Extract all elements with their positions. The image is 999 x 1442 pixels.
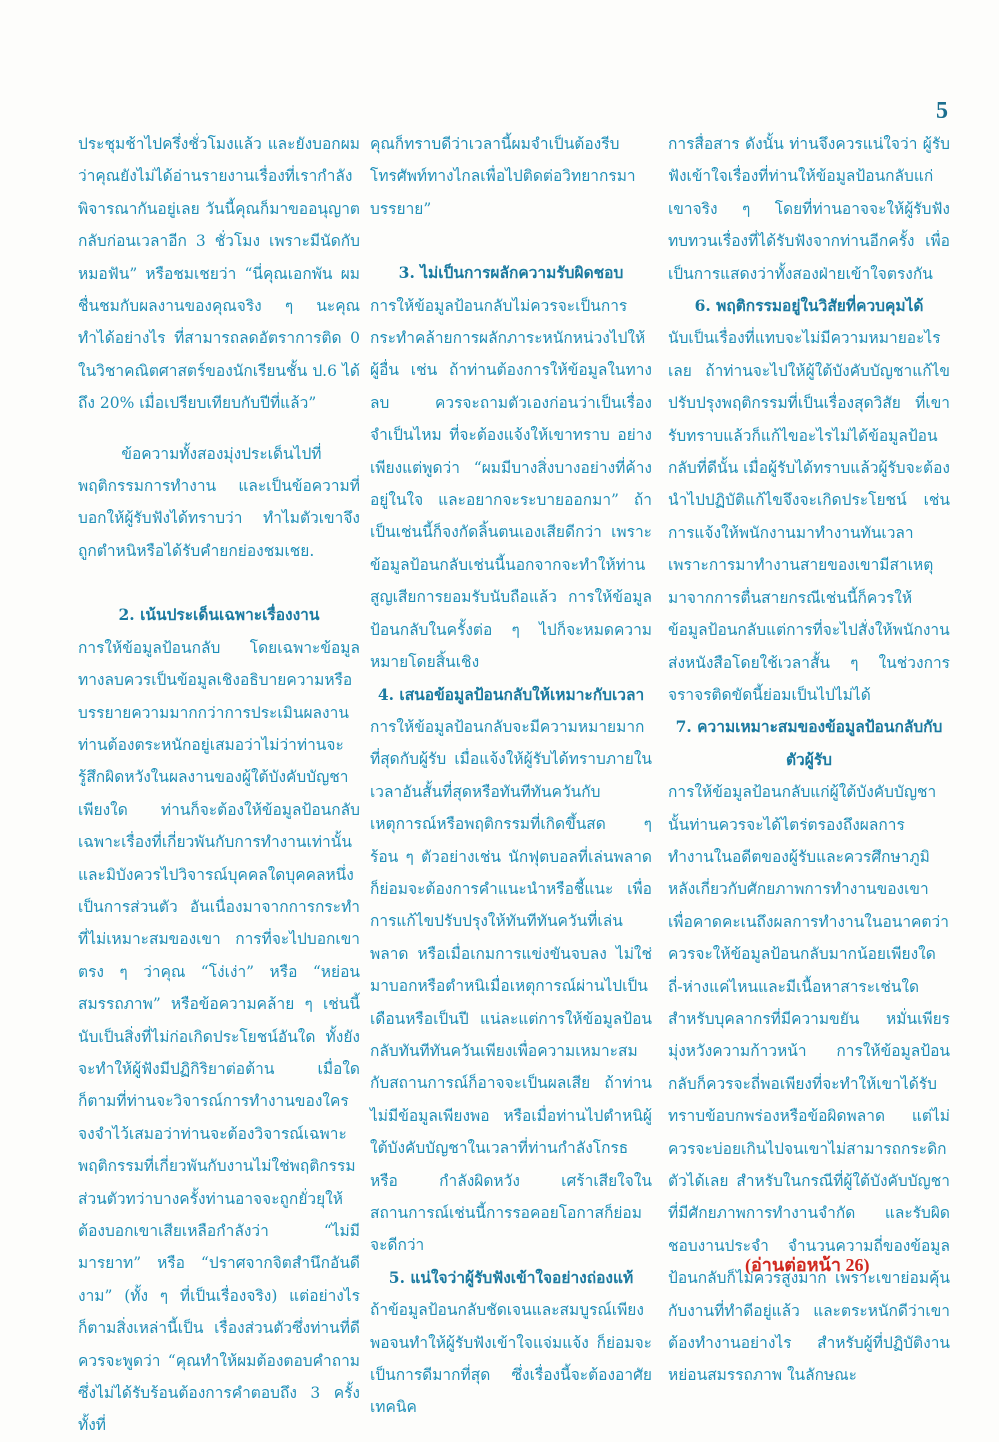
paragraph: การสื่อสาร ดังนั้น ท่านจึงควรแน่ใจว่า ผู้รับฟังเข้าใจเรื่องที่ท่านให้ข้อมูลป้อนกลับแก่เขาจริง ๆ โดยที่ท่านอาจจะให้ผู้รับฟังทบทวนเรื่องที่ได้รับฟังจากท่านอีกครั้ง เพื่อเป็นการแสดงว่าทั้งสองฝ่ายเข้าใจตรงกัน xyxy=(668,135,950,283)
text-column-3 xyxy=(668,128,950,1392)
paragraph: ประชุมช้าไปครึ่งชั่วโมงแล้ว และยังบอกผมว่าคุณยังไม่ได้อ่านรายงานเรื่องที่เรากำลังพิจารณากันอยู่เลย วันนี้คุณก็มาขออนุญาตกลับก่อนเวลาอีก 3 ชั่วโมง เพราะมีนัดกับหมอฟัน” หรือชมเชยว่า “นี่คุณเอกพัน ผมชื่นชมกับผลงานของคุณจริง ๆ นะคุณทำได้อย่างไร ที่สามารถลดอัตราการติด 0 ในวิชาคณิตศาสตร์ของนักเรียนชั้น ป.6 ได้ถึง 20% เมื่อเปรียบเทียบกับปีที่แล้ว” xyxy=(78,135,360,413)
text-column-1 xyxy=(78,128,360,1442)
paragraph: การให้ข้อมูลป้อนกลับจะมีความหมายมากที่สุดกับผู้รับ เมื่อแจ้งให้ผู้รับได้ทราบภายในเวลาอันสั้นที่สุดหรือทันทีทันควันกับเหตุการณ์หรือพฤติกรรมที่เกิดขึ้นสด ๆ ร้อน ๆ ตัวอย่างเช่น นักฟุตบอลที่เล่นพลาด ก็ย่อมจะต้องการคำแนะนำหรือชี้แนะ เพื่อการแก้ไขปรับปรุงให้ทันทีทันควันที่เล่นพลาด หรือเมื่อเกมการแข่งขันจบลง ไม่ใช่มาบอกหรือตำหนิเมื่อเหตุการณ์ผ่านไปเป็นเดือนหรือเป็นปี แน่ละแต่การให้ข้อมูลป้อนกลับทันทีทันควันเพียงเพื่อความเหมาะสมกับสถานการณ์ก็อาจจะเป็นผลเสีย ถ้าท่านไม่มีข้อมูลเพียงพอ หรือเมื่อท่านไปตำหนิผู้ใต้บังคับบัญชาในเวลาที่ท่านกำลังโกรธ หรือ กำลังผิดหวัง เศร้าเสียใจในสถานการณ์เช่นนี้การรอคอยโอกาสก็ย่อมจะดีกว่า xyxy=(370,717,652,1255)
paragraph: ข้อความทั้งสองมุ่งประเด็นไปที่พฤติกรรมการทำงาน และเป็นข้อความที่บอกให้ผู้รับฟังได้ทราบว่า ทำไมตัวเขาจึงถูกตำหนิหรือได้รับคำยกย่องชมเชย. xyxy=(78,444,360,560)
page-number: 5 xyxy=(936,98,948,124)
section-heading-4: 4. เสนอข้อมูลป้อนกลับให้เหมาะกับเวลา xyxy=(377,684,645,704)
section-heading-2: 2. เน้นประเด็นเฉพาะเรื่องงาน xyxy=(118,605,320,625)
paragraph: ถ้าข้อมูลป้อนกลับชัดเจนและสมบูรณ์เพียงพอจนทำให้ผู้รับฟังเข้าใจแจ่มแจ้ง ก็ย่อมจะเป็นการดีมากที่สุด ซึ่งเรื่องนี้จะต้องอาศัยเทคนิค xyxy=(370,1301,652,1417)
section-heading-3: 3. ไม่เป็นการผลักความรับผิดชอบ xyxy=(398,263,624,283)
paragraph: นับเป็นเรื่องที่แทบจะไม่มีความหมายอะไรเลย ถ้าท่านจะไปให้ผู้ใต้บังคับบัญชาแก้ไขปรับปรุงพฤติกรรมที่เป็นเรื่องสุดวิสัย ที่เขารับทราบแล้วก็แก้ไขอะไรไม่ได้ข้อมูลป้อนกลับที่ดีนั้น เมื่อผู้รับได้ทราบแล้วผู้รับจะต้องนำไปปฏิบัติแก้ไขจึงจะเกิดประโยชน์ เช่น การแจ้งให้พนักงานมาทำงานทันเวลา เพราะการมาทำงานสายของเขามีสาเหตุมาจากการตื่นสายกรณีเช่นนี้ก็ควรให้ข้อมูลป้อนกลับแต่การที่จะไปสั่งให้พนักงานส่งหนังสือโดยใช้เวลาสั้น ๆ ในช่วงการจราจรติดขัดนี้ย่อมเป็นไปไม่ได้ xyxy=(668,329,950,704)
paragraph: การให้ข้อมูลป้อนกลับไม่ควรจะเป็นการกระทำคล้ายการผลักภาระหนักหน่วงไปให้ผู้อื่น เช่น ถ้าท่านต้องการให้ข้อมูลในทางลบ ควรจะถามตัวเองก่อนว่าเป็นเรื่องจำเป็นไหม ที่จะต้องแจ้งให้เขาทราบ อย่างเพียงแต่พูดว่า “ผมมีบางสิ่งบางอย่างที่ค้างอยู่ในใจ และอยากจะระบายออกมา” ถ้าเป็นเช่นนี้ก็จงกัดลิ้นตนเองเสียดีกว่า เพราะข้อมูลป้อนกลับเช่นนี้นอกจากจะทำให้ท่านสูญเสียการยอมรับนับถือแล้ว การให้ข้อมูลป้อนกลับในครั้งต่อ ๆ ไปก็จะหมดความหมายโดยสิ้นเชิง xyxy=(370,296,652,672)
continued-on-page-note: (อ่านต่อหน้า 26) xyxy=(745,1255,870,1275)
paragraph: คุณก็ทราบดีว่าเวลานี้ผมจำเป็นต้องรีบโทรศัพท์ทางไกลเพื่อไปติดต่อวิทยากรมาบรรยาย” xyxy=(370,135,636,218)
section-heading-6: 6. พฤติกรรมอยู่ในวิสัยที่ควบคุมได้ xyxy=(694,296,924,316)
text-column-2 xyxy=(370,128,652,1424)
section-heading-7: 7. ความเหมาะสมของข้อมูลป้อนกลับกับตัวผู้รับ xyxy=(675,717,943,769)
paragraph: การให้ข้อมูลป้อนกลับแก่ผู้ใต้บังคับบัญชานั้นท่านควรจะได้ไตร่ตรองถึงผลการทำงานในอดีตของผู้รับและควรศึกษาภูมิหลังเกี่ยวกับศักยภาพการทำงานของเขาเพื่อคาดคะเนถึงผลการทำงานในอนาคตว่าควรจะให้ข้อมูลป้อนกลับมากน้อยเพียงใด ถี่-ห่างแค่ไหนและมีเนื้อหาสาระเช่นใด สำหรับบุคลากรที่มีความขยัน หมั่นเพียร มุ่งหวังความก้าวหน้า การให้ข้อมูลป้อนกลับก็ควรจะถี่พอเพียงที่จะทำให้เขาได้รับทราบข้อบกพร่องหรือข้อผิดพลาด แต่ไม่ควรจะบ่อยเกินไปจนเขาไม่สามารถกระดิกตัวได้เลย สำหรับในกรณีที่ผู้ใต้บังคับบัญชาที่มีศักยภาพการทำงานจำกัด และรับผิดชอบงานประจำ จำนวนความถี่ของข้อมูลป้อนกลับก็ไม่ควรสูงมาก เพราะเขาย่อมคุ้นกับงานที่ทำดีอยู่แล้ว และตระหนักดีว่าเขาต้องทำงานอย่างไร สำหรับผู้ที่ปฏิบัติงานหย่อนสมรรถภาพ ในลักษณะ xyxy=(668,783,950,1385)
section-heading-5: 5. แน่ใจว่าผู้รับฟังเข้าใจอย่างถ่องแท้ xyxy=(388,1267,634,1287)
paragraph: การให้ข้อมูลป้อนกลับ โดยเฉพาะข้อมูลทางลบควรเป็นข้อมูลเชิงอธิบายความหรือบรรยายความมากกว่าการประเมินผลงาน ท่านต้องตระหนักอยู่เสมอว่าไม่ว่าท่านจะรู้สึกผิดหวังในผลงานของผู้ใต้บังคับบัญชาเพียงใด ท่านก็จะต้องให้ข้อมูลป้อนกลับเฉพาะเรื่องที่เกี่ยวพันกับการทำงานเท่านั้น และมิบังควรไปวิจารณ์บุคคลใดบุคคลหนึ่งเป็นการส่วนตัว อันเนื่องมาจากการกระทำที่ไม่เหมาะสมของเขา การที่จะไปบอกเขาตรง ๆ ว่าคุณ “โง่เง่า” หรือ “หย่อนสมรรถภาพ” หรือข้อความคล้าย ๆ เช่นนี้ นับเป็นสิ่งที่ไม่ก่อเกิดประโยชน์อันใด ทั้งยังจะทำให้ผู้ฟังมีปฏิกิริยาต่อต้าน เมื่อใดก็ตามที่ท่านจะวิจารณ์การทำงานของใครจงจำไว้เสมอว่าท่านจะต้องวิจารณ์เฉพาะพฤติกรรมที่เกี่ยวพันกับงานไม่ใช่พฤติกรรมส่วนตัวทว่าบางครั้งท่านอาจจะถูกยั่วยุให้ต้องบอกเขาเสียเหลือกำลังว่า “ไม่มีมารยาท” หรือ “ปราศจากจิตสำนึกอันดีงาม” (ทั้ง ๆ ที่เป็นเรื่องจริง) แต่อย่างไรก็ตามสิ่งเหล่านี้เป็น เรื่องส่วนตัวซึ่งท่านที่ดีควรจะพูดว่า “คุณทำให้ผมต้องตอบคำถามซึ่งไม่ได้รับร้อนต้องการคำตอบถึง 3 ครั้ง ทั้งที่ xyxy=(78,638,360,1435)
